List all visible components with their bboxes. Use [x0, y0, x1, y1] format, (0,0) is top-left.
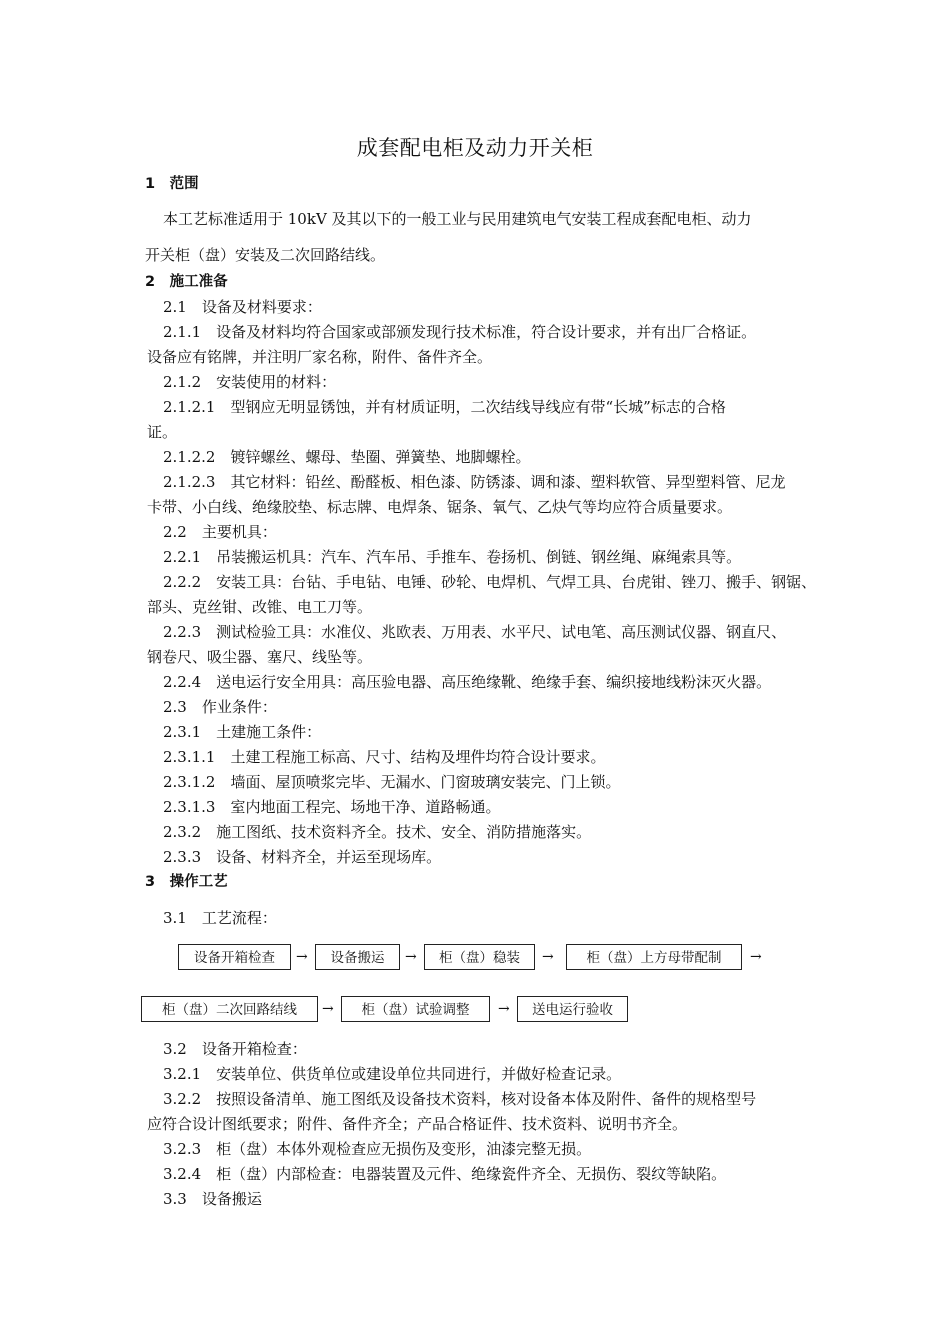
- flow-arrow: →: [498, 1001, 510, 1017]
- clause-2-3-1-3: 2.3.1.3 室内地面工程完、场地干净、道路畅通。: [163, 798, 501, 816]
- flow-step-energize-accept: 送电运行验收: [517, 996, 628, 1022]
- clause-2-2-1: 2.2.1 吊装搬运机具：汽车、汽车吊、手推车、卷扬机、倒链、钢丝绳、麻绳索具等。: [163, 548, 742, 566]
- section-1-paragraph-line-1: 本工艺标准适用于 10kV 及其以下的一般工业与民用建筑电气安装工程成套配电柜、动力: [163, 210, 752, 228]
- clause-3-2-3: 3.2.3 柜（盘）本体外观检查应无损伤及变形，油漆完整无损。: [163, 1140, 592, 1158]
- clause-2-2-2-cont: 部头、克丝钳、改锥、电工刀等。: [147, 598, 373, 616]
- clause-2-1-2-2: 2.1.2.2 镀锌螺丝、螺母、垫圈、弹簧垫、地脚螺栓。: [163, 448, 531, 466]
- flow-arrow: →: [405, 949, 417, 965]
- clause-2-3-2: 2.3.2 施工图纸、技术资料齐全。技术、安全、消防措施落实。: [163, 823, 592, 841]
- clause-3-2-4: 3.2.4 柜（盘）内部检查：电器装置及元件、绝缘瓷件齐全、无损伤、裂纹等缺陷。: [163, 1165, 727, 1183]
- clause-3-3: 3.3 设备搬运: [163, 1190, 262, 1208]
- section-1-heading: 1 范围: [145, 176, 199, 192]
- document-title: 成套配电柜及动力开关柜: [356, 136, 594, 160]
- clause-3-2: 3.2 设备开箱检查：: [163, 1040, 307, 1058]
- clause-2-3-1-2: 2.3.1.2 墙面、屋顶喷浆完毕、无漏水、门窗玻璃安装完、门上锁。: [163, 773, 621, 791]
- clause-2-1-2-3-cont: 卡带、小白线、绝缘胶垫、标志牌、电焊条、锯条、氧气、乙炔气等均应符合质量要求。: [147, 498, 733, 516]
- flow-step-secondary-wiring: 柜（盘）二次回路结线: [141, 996, 318, 1022]
- clause-2-1-2-1-cont: 证。: [147, 423, 178, 441]
- flow-label: 3.1 工艺流程：: [163, 909, 277, 927]
- section-3-heading: 3 操作工艺: [145, 874, 228, 890]
- clause-2-2: 2.2 主要机具：: [163, 523, 277, 541]
- clause-2-1-2-3: 2.1.2.3 其它材料：铅丝、酚醛板、相色漆、防锈漆、调和漆、塑料软管、异型塑料管、尼龙: [163, 473, 786, 491]
- section-1-paragraph-line-2: 开关柜（盘）安装及二次回路结线。: [145, 246, 386, 264]
- flow-step-cabinet-mount: 柜（盘）稳装: [424, 944, 535, 970]
- clause-2-3: 2.3 作业条件：: [163, 698, 277, 716]
- clause-2-2-3: 2.2.3 测试检验工具：水准仪、兆欧表、万用表、水平尺、试电笔、高压测试仪器、钢直尺、: [163, 623, 787, 641]
- clause-3-2-2-cont: 应符合设计图纸要求；附件、备件齐全；产品合格证件、技术资料、说明书齐全。: [147, 1115, 688, 1133]
- clause-2-2-4: 2.2.4 送电运行安全用具：高压验电器、高压绝缘靴、绝缘手套、编织接地线粉沫灭火器。: [163, 673, 772, 691]
- clause-2-1-1: 2.1.1 设备及材料均符合国家或部颁发现行技术标准，符合设计要求，并有出厂合格证。: [163, 323, 757, 341]
- clause-2-3-1-1: 2.3.1.1 土建工程施工标高、尺寸、结构及埋件均符合设计要求。: [163, 748, 606, 766]
- flow-step-unpack-inspect: 设备开箱检查: [178, 944, 291, 970]
- flow-step-test-adjust: 柜（盘）试验调整: [341, 996, 490, 1022]
- flow-arrow: →: [750, 949, 762, 965]
- clause-2-3-1: 2.3.1 土建施工条件：: [163, 723, 322, 741]
- flow-arrow: →: [296, 949, 308, 965]
- clause-2-2-2: 2.2.2 安装工具：台钻、手电钻、电锤、砂轮、电焊机、气焊工具、台虎钳、锉刀、搬手、钢锯、: [163, 573, 817, 591]
- flow-arrow: →: [542, 949, 554, 965]
- clause-3-2-1: 3.2.1 安装单位、供货单位或建设单位共同进行，并做好检查记录。: [163, 1065, 622, 1083]
- clause-3-2-2: 3.2.2 按照设备清单、施工图纸及设备技术资料，核对设备本体及附件、备件的规格型号: [163, 1090, 757, 1108]
- flow-arrow: →: [322, 1001, 334, 1017]
- clause-2-3-3: 2.3.3 设备、材料齐全，并运至现场库。: [163, 848, 442, 866]
- clause-2-1-1-cont: 设备应有铭牌，并注明厂家名称，附件、备件齐全。: [147, 348, 493, 366]
- clause-2-2-3-cont: 钢卷尺、吸尘器、塞尺、线坠等。: [147, 648, 373, 666]
- section-2-heading: 2 施工准备: [145, 274, 228, 290]
- flow-step-busbar-config: 柜（盘）上方母带配制: [566, 944, 742, 970]
- flow-step-transport: 设备搬运: [315, 944, 400, 970]
- clause-2-1-2-1: 2.1.2.1 型钢应无明显锈蚀，并有材质证明，二次结线导线应有带“长城”标志的合格: [163, 398, 726, 416]
- clause-2-1: 2.1 设备及材料要求：: [163, 298, 322, 316]
- clause-2-1-2: 2.1.2 安装使用的材料：: [163, 373, 337, 391]
